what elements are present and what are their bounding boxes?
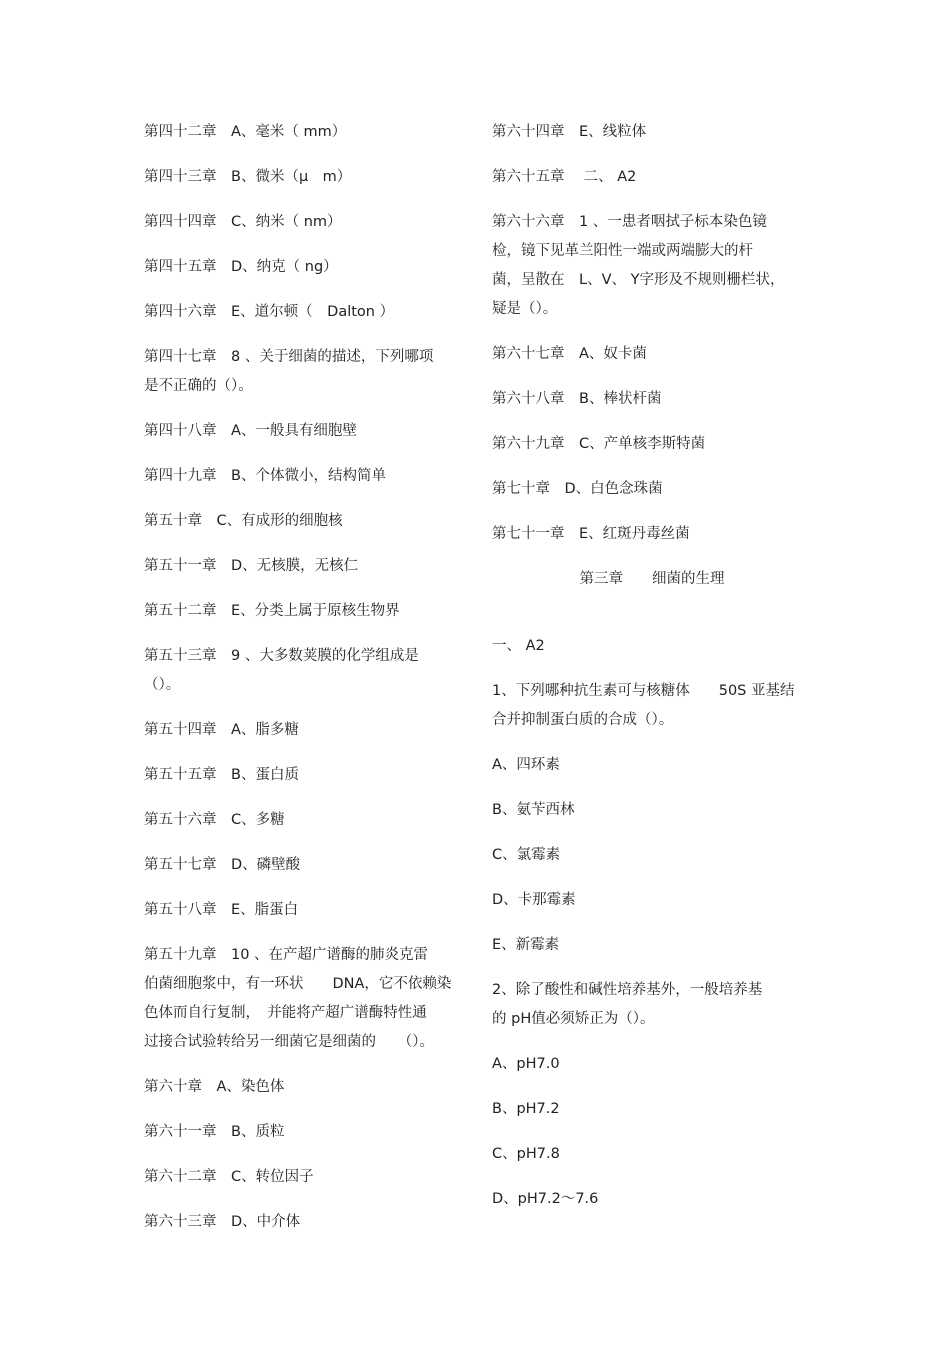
text-line: 合并抑制蛋白质的合成（）。 <box>492 712 674 728</box>
text-line: 菌，呈散在 L、V、 Y字形及不规则栅栏状， <box>492 272 785 288</box>
text-line: 第六十九章 C、产单核李斯特菌 <box>492 436 706 452</box>
text-line: 伯菌细胞浆中，有一环状 DNA，它不依赖染 <box>144 976 452 992</box>
text-block <box>492 1095 812 1124</box>
text-line: B、氨苄西林 <box>492 802 575 818</box>
text-block <box>144 941 464 1057</box>
text-line: 第五十二章 E、分类上属于原核生物界 <box>144 603 400 619</box>
text-line: C、pH7.8 <box>492 1146 560 1162</box>
text-line: 第七十章 D、白色念珠菌 <box>492 481 663 497</box>
text-block <box>144 806 464 835</box>
text-block <box>492 632 812 661</box>
text-line: 第五十六章 C、多糖 <box>144 812 285 828</box>
text-line: 第四十八章 A、一般具有细胞壁 <box>144 423 357 439</box>
text-line: 第五十九章 10 、在产超广谱酶的肺炎克雷 <box>144 947 429 963</box>
text-line: B、pH7.2 <box>492 1101 560 1117</box>
text-line: 第四十七章 8 、关于细菌的描述，下列哪项 <box>144 349 434 365</box>
text-block <box>144 343 464 401</box>
text-line: 第五十八章 E、脂蛋白 <box>144 902 299 918</box>
text-block <box>144 462 464 491</box>
text-line: （）。 <box>144 677 181 693</box>
text-block <box>492 340 812 369</box>
text-block <box>144 1208 464 1237</box>
text-line: 第五十章 C、有成形的细胞核 <box>144 513 343 529</box>
text-line: 色体而自行复制， 并能将产超广谱酶特性通 <box>144 1005 427 1021</box>
text-block <box>144 208 464 237</box>
text-block <box>492 430 812 459</box>
text-block <box>144 761 464 790</box>
text-block <box>144 642 464 700</box>
text-block <box>144 1163 464 1192</box>
text-line: E、新霉素 <box>492 937 560 953</box>
text-block <box>492 385 812 414</box>
right-column-items <box>492 118 812 549</box>
text-line: 第七十一章 E、红斑丹毒丝菌 <box>492 526 690 542</box>
text-line: 第五十四章 A、脂多糖 <box>144 722 299 738</box>
text-line: 2、除了酸性和碱性培养基外，一般培养基 <box>492 982 763 998</box>
text-line: 第四十六章 E、道尔顿（ Dalton ） <box>144 304 395 320</box>
text-block <box>144 1073 464 1102</box>
text-block <box>144 507 464 536</box>
text-block <box>144 552 464 581</box>
text-line: 第五十七章 D、磷壁酸 <box>144 857 301 873</box>
text-line: 第四十二章 A、毫米（ mm） <box>144 124 347 140</box>
text-block <box>492 118 812 147</box>
chapter-heading: 第三章 细菌的生理 <box>579 571 725 587</box>
text-line: 1、下列哪种抗生素可与核糖体 50S 亚基结 <box>492 683 795 699</box>
text-block <box>492 677 812 735</box>
text-block <box>492 208 812 324</box>
left-column <box>144 118 464 1237</box>
text-line: 第五十一章 D、无核膜，无核仁 <box>144 558 359 574</box>
text-line: D、pH7.2～7.6 <box>492 1191 599 1207</box>
text-block <box>144 597 464 626</box>
text-line: A、pH7.0 <box>492 1056 560 1072</box>
text-line: 第六十六章 1 、一患者咽拭子标本染色镜 <box>492 214 767 230</box>
text-line: 第五十三章 9 、大多数荚膜的化学组成是 <box>144 648 419 664</box>
text-block <box>144 118 464 147</box>
text-line: D、卡那霉素 <box>492 892 576 908</box>
text-block <box>492 841 812 870</box>
text-line: 检，镜下见革兰阳性一端或两端膨大的杆 <box>492 243 753 259</box>
text-block <box>492 163 812 192</box>
text-block <box>492 1140 812 1169</box>
text-block <box>144 417 464 446</box>
text-line: 第四十四章 C、纳米（ nm） <box>144 214 342 230</box>
text-block <box>492 931 812 960</box>
text-block <box>492 1050 812 1079</box>
text-block <box>492 1185 812 1214</box>
text-block <box>492 475 812 504</box>
text-line: A、四环素 <box>492 757 560 773</box>
text-line: 第四十三章 B、微米（μ m） <box>144 169 352 185</box>
text-line: 第六十一章 B、质粒 <box>144 1124 285 1140</box>
text-block <box>144 851 464 880</box>
right-column <box>492 118 812 1214</box>
text-line: 第六十五章 二、 A2 <box>492 169 637 185</box>
text-block <box>144 298 464 327</box>
text-line: 第六十章 A、染色体 <box>144 1079 285 1095</box>
text-block <box>492 751 812 780</box>
text-line: 疑是（）。 <box>492 301 558 317</box>
text-block <box>144 163 464 192</box>
text-block <box>144 253 464 282</box>
text-line: 第六十二章 C、转位因子 <box>144 1169 314 1185</box>
section-items <box>492 632 812 1214</box>
text-block <box>144 896 464 925</box>
text-line: 的 pH值必须矫正为（）。 <box>492 1011 655 1027</box>
text-block <box>144 1118 464 1147</box>
text-line: 第六十八章 B、棒状杆菌 <box>492 391 662 407</box>
text-block <box>492 886 812 915</box>
text-line: 第六十三章 D、中介体 <box>144 1214 301 1230</box>
text-line: 是不正确的（）。 <box>144 378 253 394</box>
text-line: 第六十七章 A、奴卡菌 <box>492 346 647 362</box>
text-line: C、氯霉素 <box>492 847 561 863</box>
text-line: 第四十九章 B、个体微小，结构简单 <box>144 468 386 484</box>
text-block <box>492 976 812 1034</box>
text-line: 一、 A2 <box>492 638 545 654</box>
text-block <box>144 716 464 745</box>
text-block <box>492 796 812 825</box>
text-line: 第四十五章 D、纳克（ ng） <box>144 259 338 275</box>
text-line: 过接合试验转给另一细菌它是细菌的 （）。 <box>144 1034 434 1050</box>
text-line: 第六十四章 E、线粒体 <box>492 124 647 140</box>
text-line: 第五十五章 B、蛋白质 <box>144 767 299 783</box>
text-block <box>492 520 812 549</box>
